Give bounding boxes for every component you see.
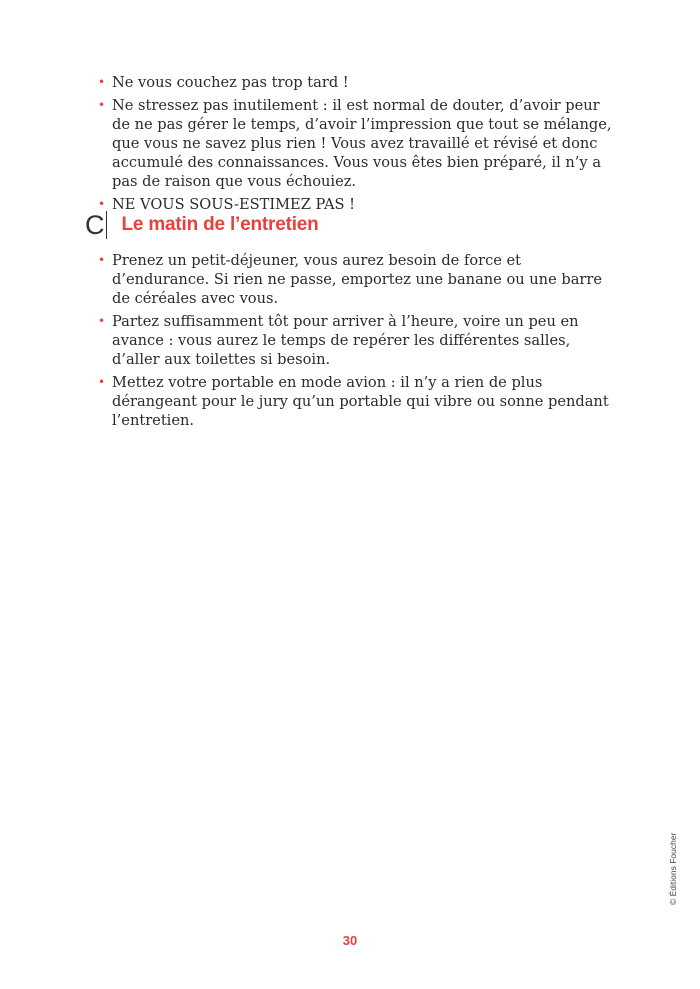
list-item-text: Mettez votre portable en mode avion : il n’y a rien de plus dérangeant pour le jury qu’un portable qui vibre ou sonne pendant l’entretien. (112, 374, 609, 429)
bullet-icon: • (98, 98, 106, 112)
list-item (98, 73, 620, 92)
list-item (98, 312, 620, 369)
section-divider (106, 211, 107, 239)
bullet-icon: • (98, 375, 106, 389)
bullet-icon: • (98, 253, 106, 267)
bullet-list-evening (98, 73, 620, 218)
list-item (98, 251, 620, 308)
page-number: 30 (342, 933, 358, 948)
list-item (98, 373, 620, 430)
bullet-list-morning (98, 251, 620, 434)
list-item (98, 96, 620, 191)
list-item-text: NE VOUS SOUS-ESTIMEZ PAS ! (112, 196, 356, 213)
list-item-text: Prenez un petit-déjeuner, vous aurez besoin de force et d’endurance. Si rien ne passe, emportez une banane ou une barre de céréales avec vous. (112, 252, 602, 307)
list-item-text: Ne stressez pas inutilement : il est normal de douter, d’avoir peur de ne pas gérer le temps, d’avoir l’impression que tout se mélange, que vous ne savez plus rien ! Vous avez travaillé et révisé et donc accumulé des connaissances. Vous vous êtes bien préparé, il n’y a pas de raison que vous échouiez. (112, 97, 612, 190)
bullet-icon: • (98, 197, 106, 211)
list-item-text: Ne vous couchez pas trop tard ! (112, 74, 349, 91)
copyright-notice: © Éditions Foucher (668, 832, 678, 905)
list-item-text: Partez suffisamment tôt pour arriver à l’heure, voire un peu en avance : vous aurez le temps de repérer les différentes salles, d’aller aux toilettes si besoin. (112, 313, 579, 368)
section-heading (85, 210, 319, 240)
section-letter: C (85, 210, 105, 240)
bullet-icon: • (98, 314, 106, 328)
section-title: Le matin de l’entretien (121, 214, 319, 235)
bullet-icon: • (98, 75, 106, 89)
